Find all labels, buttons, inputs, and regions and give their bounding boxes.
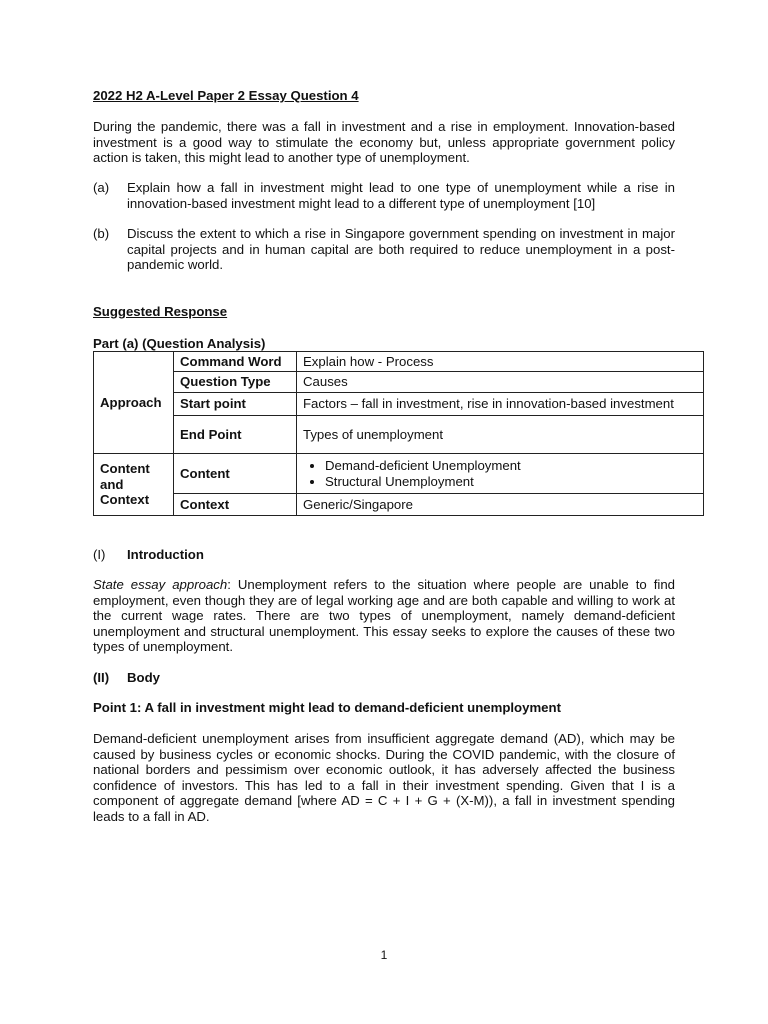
content-context-group-label: Content and Context (94, 454, 174, 516)
row-key-command-word: Command Word (174, 352, 297, 372)
section-i-title: Introduction (127, 547, 204, 562)
table-row (94, 393, 704, 416)
question-stem: During the pandemic, there was a fall in investment and a rise in employment. Innovation-based investment is a good way to stimulate the economy but, unless appropriate government policy action is taken, this might lead to another type of unemployment. (93, 119, 675, 166)
table-row (94, 494, 704, 516)
row-value-command-word: Explain how - Process (297, 352, 704, 372)
suggested-response-heading: Suggested Response (93, 304, 228, 319)
question-a-label: (a) (93, 180, 110, 195)
question-b-label: (b) (93, 226, 110, 241)
row-key-content: Content (174, 454, 297, 494)
row-value-context: Generic/Singapore (297, 494, 704, 516)
table-row (94, 352, 704, 372)
list-item: • Structural Unemployment (325, 474, 697, 490)
table-row (94, 454, 704, 494)
row-key-start-point: Start point (174, 393, 297, 416)
row-value-end-point: Types of unemployment (297, 416, 704, 454)
question-part-b (93, 226, 675, 276)
row-value-start-point: Factors – fall in investment, rise in innovation-based investment (297, 393, 704, 416)
row-key-context: Context (174, 494, 297, 516)
row-value-question-type: Causes (297, 372, 704, 393)
introduction-paragraph (93, 577, 675, 655)
section-ii-title: Body (127, 670, 160, 685)
table-row (94, 416, 704, 454)
point-1-paragraph: Demand-deficient unemployment arises from insufficient aggregate demand (AD), which may be caused by business cycles or economic shocks. During the COVID pandemic, with the closure of national borders and pessimism over economic outlook, it has adversely affected the business confidence of investors. This has led to a fall in their investment spending. Given that I is a component of aggregate demand [where AD = C + I + G + (X-M)), a fall in investment spending leads to a fall in AD. (93, 731, 675, 824)
list-item: • Demand-deficient Unemployment (325, 458, 697, 474)
section-ii-label: (II) (93, 670, 110, 685)
content-bullet-list (303, 458, 697, 489)
question-a-text: Explain how a fall in investment might lead to one type of unemployment while a rise in innovation-based investment might lead to a different type of unemployment [10] (127, 180, 675, 211)
point-1-heading: Point 1: A fall in investment might lead to demand-deficient unemployment (93, 700, 561, 715)
essay-approach-text: : Unemployment refers to the situation where people are unable to find employment, even though they are of legal working age and are both capable and willing to work at the current wage rates. There are two types of unemployment, namely demand-deficient unemployment and structural unemployment. This essay seeks to explore the causes of these two types of unemployment. (93, 577, 675, 655)
approach-group-label: Approach (94, 352, 174, 454)
row-key-end-point: End Point (174, 416, 297, 454)
question-b-text: Discuss the extent to which a rise in Singapore government spending on investment in major capital projects and in human capital are both required to reduce unemployment in a post-pandemic world. (127, 226, 675, 273)
page-number: 1 (380, 948, 388, 962)
row-value-content (297, 454, 704, 494)
question-analysis-table (93, 351, 704, 516)
document-title: 2022 H2 A-Level Paper 2 Essay Question 4 (93, 88, 359, 103)
part-a-heading: Part (a) (Question Analysis) (93, 336, 266, 351)
section-i-label: (I) (93, 547, 106, 562)
question-part-a (93, 180, 675, 214)
table-row (94, 372, 704, 393)
row-key-question-type: Question Type (174, 372, 297, 393)
essay-approach-label: State essay approach (93, 577, 228, 592)
